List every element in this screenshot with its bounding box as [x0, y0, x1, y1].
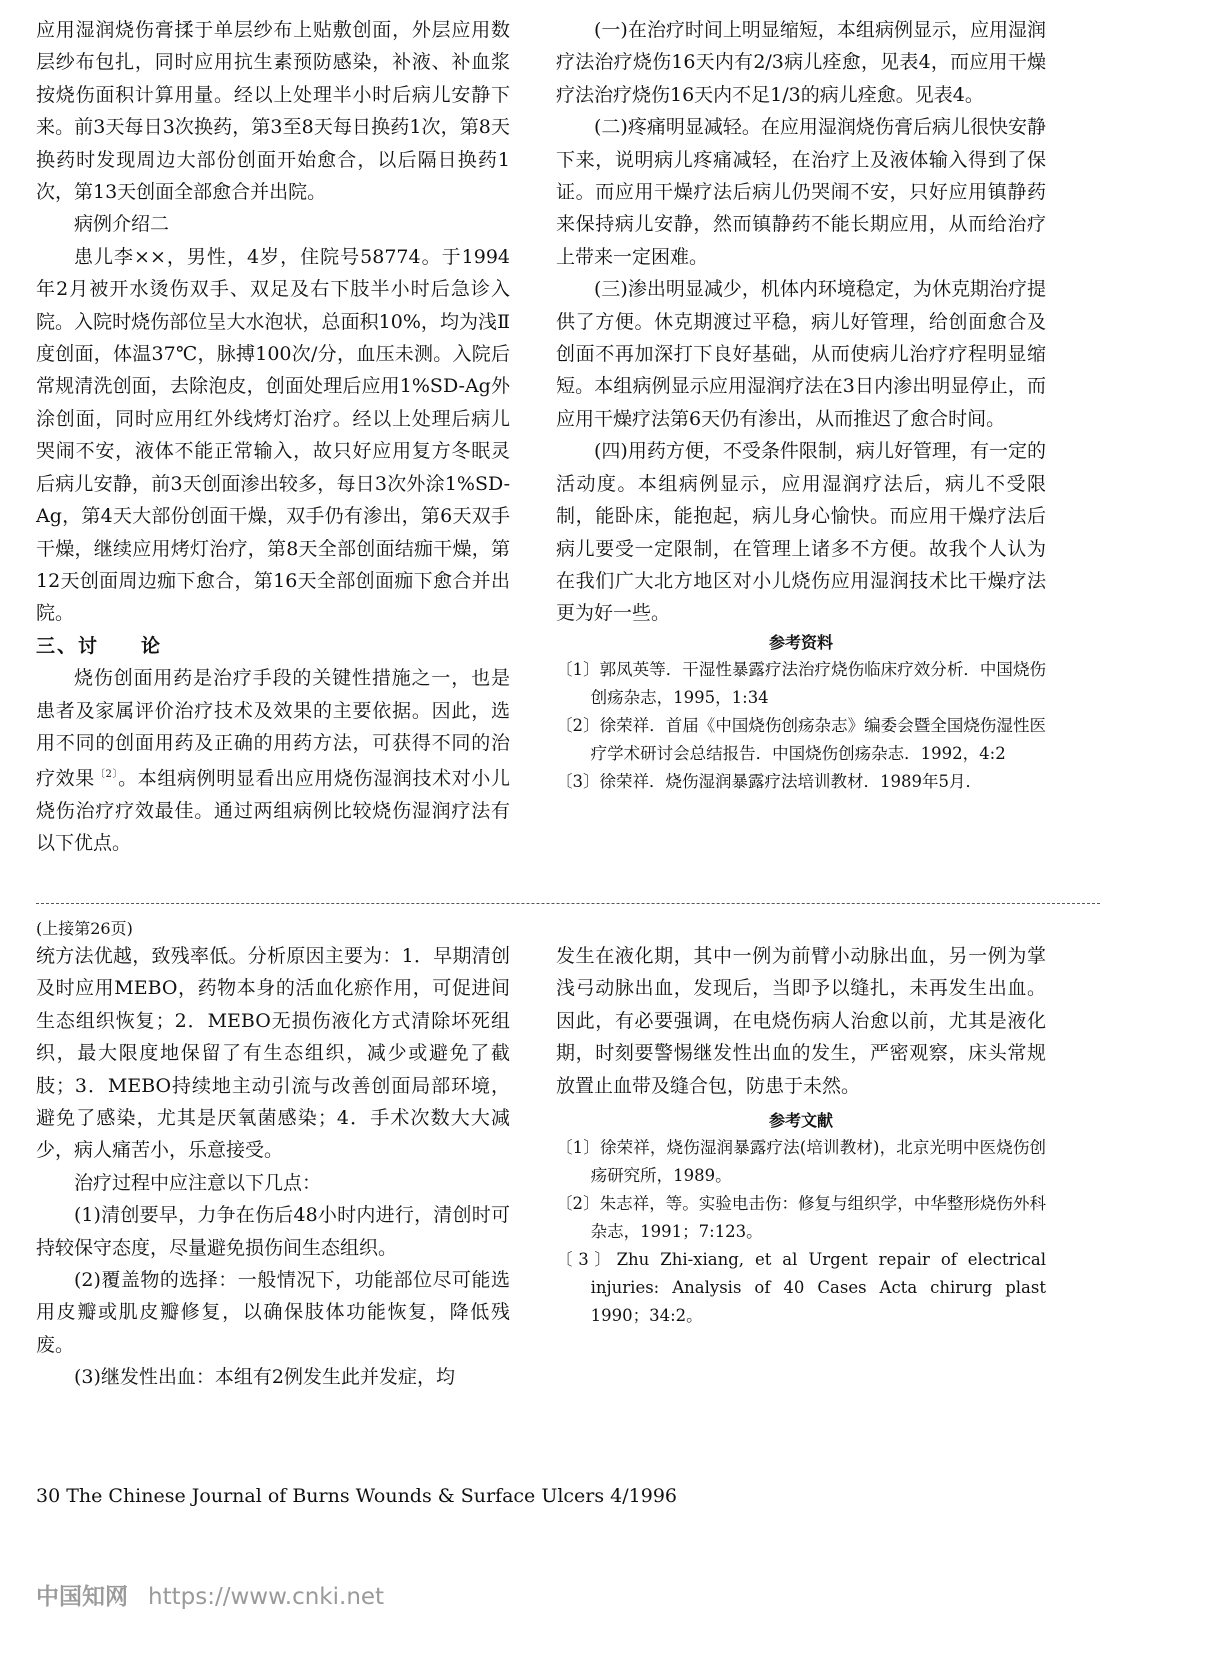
- watermark-name: 中国知网: [36, 1584, 128, 1610]
- reference-item: 〔2〕徐荣祥．首届《中国烧伤创疡杂志》编委会暨全国烧伤湿性医疗学术研讨会总结报告．中国烧伤创疡杂志．1992，4:2: [556, 715, 1046, 763]
- paragraph: (四)用药方便，不受条件限制，病儿好管理，有一定的活动度。本组病例显示，应用湿润疗法后，病儿不受限制，能卧床，能抱起，病儿身心愉快。而应用干燥疗法后病儿要受一定限制，在管理上诸多不方便。故我个人认为在我们广大北方地区对小儿烧伤应用湿润技术比干燥疗法更为好一些。: [556, 440, 1046, 625]
- reference-item: 〔1〕徐荣祥，烧伤湿润暴露疗法(培训教材)，北京光明中医烧伤创疡研究所，1989。: [556, 1138, 1046, 1186]
- paragraph: [36, 662, 510, 860]
- references-title: 参考资料: [768, 632, 833, 652]
- cnki-watermark: [36, 1578, 384, 1611]
- paragraph: (一)在治疗时间上明显缩短，本组病例显示，应用湿润疗法治疗烧伤16天内有2/3病儿痊愈，见表4，而应用干燥疗法治疗烧伤16天内不足1/3的病儿痊愈。见表4。: [556, 19, 1046, 106]
- continued-note: (上接第26页): [36, 919, 133, 938]
- paragraph: 治疗过程中应注意以下几点：: [74, 1171, 322, 1194]
- references-title: 参考文献: [768, 1111, 833, 1131]
- paragraph: 应用湿润烧伤膏揉于单层纱布上贴敷创面，外层应用数层纱布包扎，同时应用抗生素预防感染，补液、补血浆按烧伤面积计算用量。经以上处理半小时后病儿安静下来。前3天每日3次换药，第3至8天每日换药1次，第8天换药时发现周边大部份创面开始愈合，以后隔日换药1次，第13天创面全部愈合并出院。: [36, 19, 510, 204]
- paragraph: 统方法优越，致残率低。分析原因主要为：1．早期清创及时应用MEBO，药物本身的活血化瘀作用，可促进间生态组织恢复；2．MEBO无损伤液化方式清除坏死组织，最大限度地保留了有生态组织，减少或避免了截肢；3．MEBO持续地主动引流与改善创面局部环境，避免了感染，尤其是厌氧菌感染；4．手术次数大大减少，病人痛苦小，乐意接受。: [36, 945, 510, 1162]
- reference-item: 〔3〕徐荣祥．烧伤湿润暴露疗法培训教材．1989年5月．: [556, 771, 982, 791]
- top-left-column: [36, 14, 510, 860]
- page-footer: 30 The Chinese Journal of Burns Wounds & Surface Ulcers 4/1996: [36, 1485, 678, 1507]
- paragraph: (2)覆盖物的选择：一般情况下，功能部位尽可能选用皮瓣或肌皮瓣修复，以确保肢体功能恢复，降低残废。: [36, 1269, 510, 1356]
- reference-item: 〔3〕Zhu Zhi-xiang, et al Urgent repair of electrical injuries: Analysis of 40 Cases Acta chirurg plast 1990；34:2。: [556, 1250, 1046, 1326]
- bottom-right-column: [556, 940, 1046, 1330]
- case-title: 病例介绍二: [74, 213, 170, 236]
- paragraph: (三)渗出明显减少，机体内环境稳定，为休克期治疗提供了方便。休克期渡过平稳，病儿好管理，给创面愈合及创面不再加深打下良好基础，从而使病儿治疗疗程明显缩短。本组病例显示应用湿润疗法在3日内渗出明显停止，而应用干燥疗法第6天仍有渗出，从而推迟了愈合时间。: [556, 278, 1046, 430]
- paragraph: (二)疼痛明显减轻。在应用湿润烧伤膏后病儿很快安静下来，说明病儿疼痛减轻，在治疗上及液体输入得到了保证。而应用干燥疗法后病儿仍哭闹不安，只好应用镇静药来保持病儿安静，然而镇静药不能长期应用，从而给治疗上带来一定困难。: [556, 116, 1046, 268]
- paragraph: 发生在液化期，其中一例为前臂小动脉出血，另一例为掌浅弓动脉出血，发现后，当即予以缝扎，未再发生出血。因此，有必要强调，在电烧伤病人治愈以前，尤其是液化期，时刻要警惕继发性出血的发生，严密观察，床头常规放置止血带及缝合包，防患于未然。: [556, 945, 1046, 1097]
- top-right-column: [556, 14, 1046, 796]
- paragraph: 患儿李××，男性，4岁，住院号58774。于1994年2月被开水烫伤双手、双足及右下肢半小时后急诊入院。入院时烧伤部位呈大水泡状，总面积10%，均为浅Ⅱ度创面，体温37℃，脉搏100次/分，血压未测。入院后常规清洗创面，去除泡皮，创面处理后应用1%SD-Ag外涂创面，同时应用红外线烤灯治疗。经以上处理后病儿哭闹不安，液体不能正常输入，故只好应用复方冬眠灵后病儿安静，前3天创面渗出较多，每日3次外涂1%SD-Ag，第4天大部份创面干燥，双手仍有渗出，第6天双手干燥，继续应用烤灯治疗，第8天全部创面结痂干燥，第12天创面周边痂下愈合，第16天全部创面痂下愈合并出院。: [36, 245, 510, 625]
- watermark-url: https://www.cnki.net: [148, 1584, 385, 1610]
- reference-item: 〔2〕朱志祥，等。实验电击伤：修复与组织学，中华整形烧伤外科杂志，1991；7:123。: [556, 1194, 1046, 1242]
- section-divider: [36, 903, 1100, 904]
- paragraph-text: 烧伤创面用药是治疗手段的关键性措施之一，也是患者及家属评价治疗技术及效果的主要依据。因此，选用不同的创面用药及正确的用药方法，可获得不同的治疗效果: [36, 667, 510, 790]
- paragraph-text: 。本组病例明显看出应用烧伤湿润技术对小儿烧伤治疗疗效最佳。通过两组病例比较烧伤湿润疗法有以下优点。: [36, 767, 510, 855]
- section-heading: 三、讨 论: [36, 634, 163, 657]
- bottom-left-column: [36, 940, 510, 1394]
- paragraph: (3)继发性出血：本组有2例发生此并发症，均: [74, 1366, 456, 1389]
- citation-ref: 〔2〕: [94, 769, 119, 781]
- paragraph: (1)清创要早，力争在伤后48小时内进行，清创时可持较保守态度，尽量避免损伤间生态组织。: [36, 1204, 510, 1259]
- reference-item: 〔1〕郭凤英等．干湿性暴露疗法治疗烧伤临床疗效分析．中国烧伤创疡杂志，1995，1:34: [556, 659, 1046, 707]
